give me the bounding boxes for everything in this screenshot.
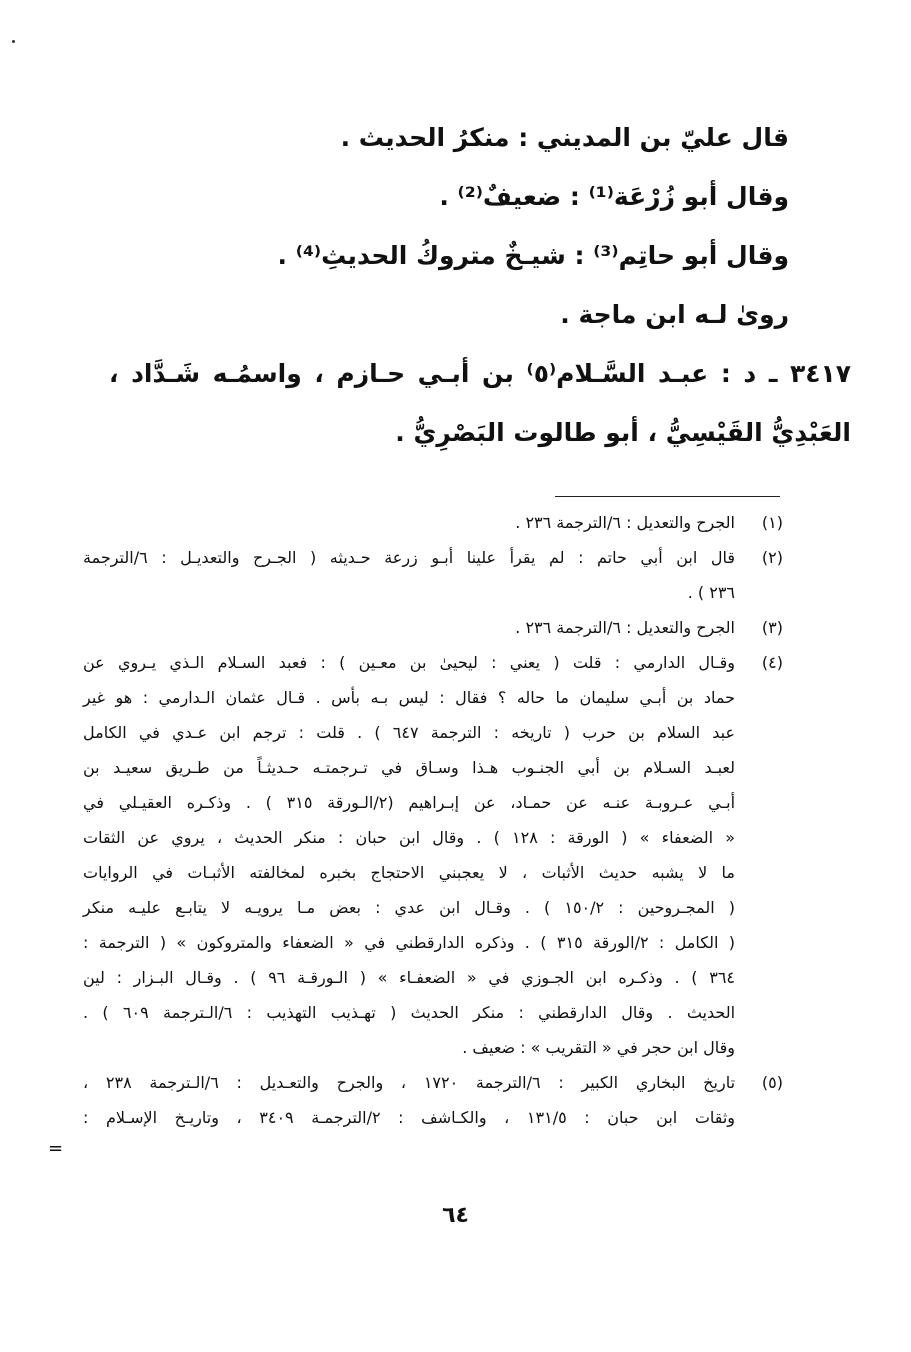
main-text-line: قال عليّ بن المديني : منكرُ الحديث .	[340, 123, 789, 152]
main-text-line: وقال أبو زُرْعَة⁽¹⁾ : ضعيفٌ⁽²⁾ .	[439, 182, 789, 211]
scan-speck	[12, 40, 15, 43]
footnote	[83, 505, 783, 540]
entry-heading-line: ٣٤١٧ ـ د : عبـد السَّـلام⁽٥⁾ بن أبـي حـازم ، واسمُـه شَـدَّاد ،	[109, 359, 851, 388]
footnote-number: (١)	[761, 513, 783, 532]
footnote-line: الجرح والتعديل : ٦/الترجمة ٢٣٦ .	[515, 513, 735, 532]
footnotes	[83, 505, 783, 1135]
footnote	[83, 610, 783, 645]
entry-heading-continuation: العَبْدِيُّ القَيْسِيُّ ، أبو طالوت البَصْرِيُّ .	[395, 418, 851, 447]
footnote-line: لعبـد السـلام بن أبي الجنـوب هـذا وسـاق في تـرجمتـه حـديثـاً من طـريق سعيـد بن	[83, 758, 735, 777]
footnote-line: وقـال الدارمي : قلت ( يعني : ليحيىٰ بن معـين ) : فعبد السـلام الـذي يـروي عن	[83, 653, 735, 672]
footnote-line: ٢٣٦ ) .	[687, 583, 735, 602]
continuation-mark: =	[48, 1138, 64, 1159]
footnote-line: تاريخ البخاري الكبير : ٦/الترجمة ١٧٢٠ ، والجرح والتعـديل : ٦/الـترجمة ٢٣٨ ،	[83, 1073, 736, 1092]
footnote	[83, 1065, 783, 1135]
footnote-line: أبـي عـروبـة عنـه عن حمـاد، عن إبـراهيم (٢/الـورقة ٣١٥ ) . وذكـره العقيـلي في	[83, 793, 736, 812]
footnote-number: (٢)	[761, 548, 783, 567]
page-number: ٦٤	[442, 1203, 469, 1228]
footnote-line: وقال ابن حجر في « التقريب » : ضعيف .	[462, 1038, 735, 1057]
footnote-separator	[555, 496, 780, 497]
footnote-line: الحديث . وقال الدارقطني : منكر الحديث ( تهـذيب التهذيب : ٦/الـترجمة ٦٠٩ ) .	[83, 1003, 736, 1022]
main-text-line: وقال أبو حاتِم⁽³⁾ : شيـخٌ متروكُ الحديثِ⁽⁴⁾ .	[277, 241, 789, 270]
footnote-number: (٥)	[761, 1073, 783, 1092]
footnote-line: الجرح والتعديل : ٦/الترجمة ٢٣٦ .	[515, 618, 735, 637]
footnote-line: ( المجـروحين : ١٥٠/٢ ) . وقـال ابن عدي : بعض مـا يرويـه لا يتابـع عليـه منكر	[83, 898, 735, 917]
footnote-line: ( الكامل : ٢/الورقة ٣١٥ ) . وذكره الدارقطني في « الضعفاء والمتروكون » ( الترجمة :	[83, 933, 736, 952]
footnote-line: ما لا يشبه حديث الأثبات ، لا يعجبني الاحتجاج بخبره لمخالفته الأثبـات في الروايات	[83, 863, 735, 882]
footnote-number: (٣)	[761, 618, 783, 637]
footnote-line: « الضعفاء » ( الورقة : ١٢٨ ) . وقال ابن حبان : منكر الحديث ، يروي عن الثقات	[83, 828, 736, 847]
footnote-line: ٣٦٤ ) . وذكـره ابن الجـوزي في « الضعفـاء » ( الـورقـة ٩٦ ) . وقـال البـزار : لين	[83, 968, 736, 987]
footnote-line: حماد بن أبـي سليمان ما حاله ؟ فقال : ليس بـه بأس . قـال عثمان الـدارمي : هو غير	[83, 688, 735, 707]
main-text	[109, 108, 851, 462]
main-text-line: روىٰ لـه ابن ماجة .	[560, 300, 789, 329]
footnote-line: قال ابن أبي حاتم : لم يقرأ علينا أبـو زرعة حـديثه ( الجـرح والتعديـل : ٦/الترجمة	[83, 548, 735, 567]
footnote	[83, 540, 783, 610]
footnote-line: وثقات ابن حبان : ١٣١/٥ ، والكـاشف : ٢/الترجمـة ٣٤٠٩ ، وتاريـخ الإسـلام :	[83, 1108, 736, 1127]
footnote-line: عبد السلام بن حرب ( تاريخه : الترجمة ٦٤٧ ) . قلت : ترجم ابن عـدي في الكامل	[83, 723, 735, 742]
footnote-number: (٤)	[761, 653, 783, 672]
footnote	[83, 645, 783, 1065]
